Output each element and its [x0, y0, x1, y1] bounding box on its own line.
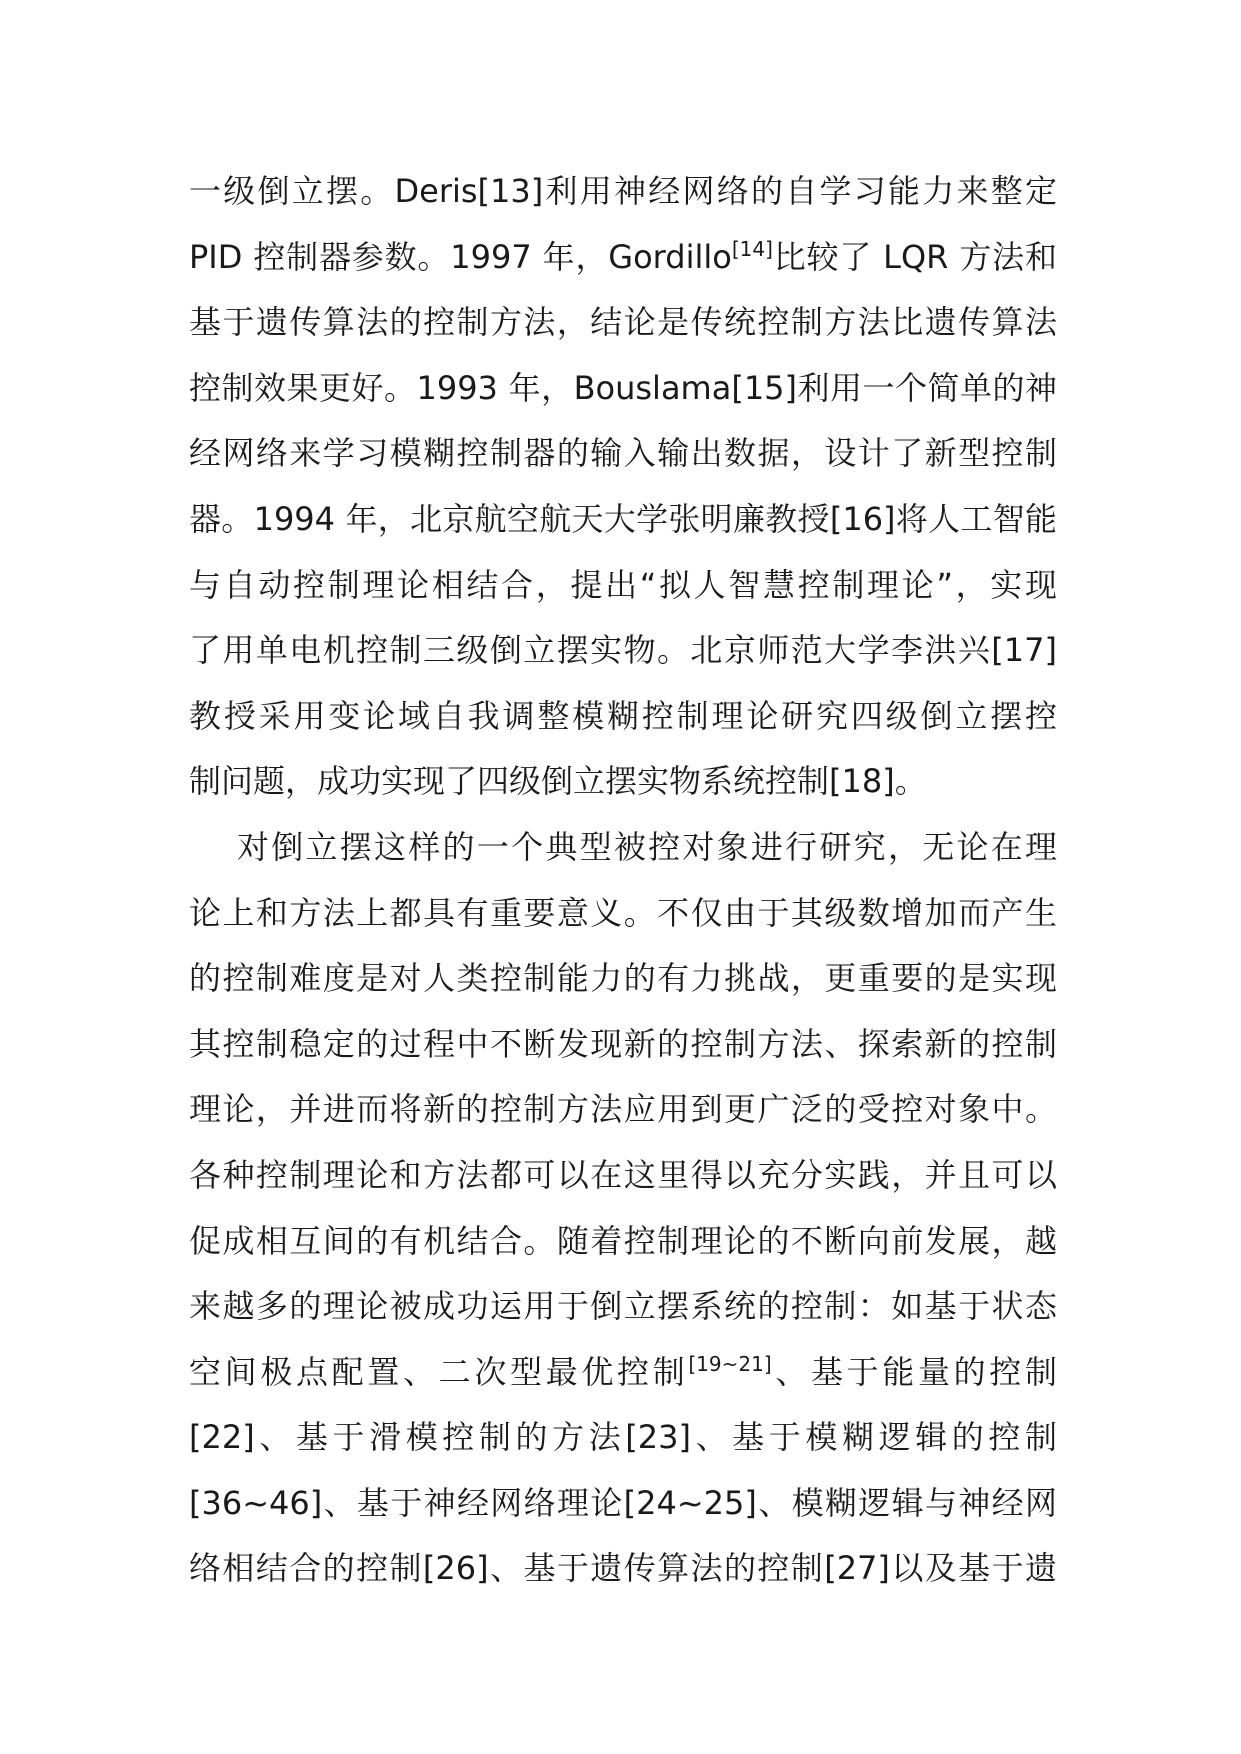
text-segment: 促成相互间的有机结合。随着控制理论的不断向前发展，越 — [189, 1221, 1057, 1260]
text-segment: 来越多的理论被成功运用于倒立摆系统的控制：如基于状态 — [189, 1287, 1057, 1326]
text-line — [189, 553, 1057, 619]
text-segment: 一级倒立摆。Deris[13]利用神经网络的自学习能力来整定 — [189, 172, 1057, 210]
text-segment: 比较了 LQR 方法和 — [772, 237, 1057, 276]
text-line — [189, 487, 1057, 553]
text-line — [189, 618, 1057, 684]
text-segment: 制问题，成功实现了四级倒立摆实物系统控制[18]。 — [189, 762, 927, 801]
text-segment: 基于遗传算法的控制方法，结论是传统控制方法比遗传算法 — [189, 303, 1057, 342]
text-segment: 控制效果更好。1993 年，Bouslama[15]利用一个简单的神 — [189, 368, 1057, 407]
text-segment: 教授采用变论域自我调整模糊控制理论研究四级倒立摆控 — [189, 696, 1057, 735]
text-line — [189, 421, 1057, 487]
citation-superscript: [19~21] — [688, 1351, 772, 1376]
text-segment: 经网络来学习模糊控制器的输入输出数据，设计了新型控制 — [189, 434, 1057, 473]
text-line — [189, 1471, 1057, 1537]
text-segment: 对倒立摆这样的一个典型被控对象进行研究，无论在理 — [237, 827, 1057, 866]
citation-superscript: [14] — [731, 236, 773, 261]
text-line — [189, 1012, 1057, 1078]
text-segment: 的控制难度是对人类控制能力的有力挑战，更重要的是实现 — [189, 959, 1057, 998]
text-segment: 理论，并进而将新的控制方法应用到更广泛的受控对象中。 — [189, 1090, 1057, 1129]
text-line — [189, 881, 1057, 947]
text-line — [189, 684, 1057, 750]
body-text — [189, 159, 1057, 1602]
text-line — [189, 946, 1057, 1012]
text-line — [189, 1143, 1057, 1209]
text-segment: 、基于能量的控制 — [771, 1352, 1057, 1391]
text-line — [189, 1405, 1057, 1471]
text-line — [189, 356, 1057, 422]
text-segment: 了用单电机控制三级倒立摆实物。北京师范大学李洪兴[17] — [189, 631, 1057, 670]
text-segment: [22]、基于滑模控制的方法[23]、基于模糊逻辑的控制 — [189, 1418, 1057, 1457]
text-segment: 空间极点配置、二次型最优控制 — [189, 1352, 689, 1391]
text-line — [189, 1340, 1057, 1406]
paragraph — [189, 815, 1057, 1602]
text-segment: 器。1994 年，北京航空航天大学张明廉教授[16]将人工智能 — [189, 499, 1057, 538]
text-line — [189, 290, 1057, 356]
text-line — [189, 1274, 1057, 1340]
text-segment: 其控制稳定的过程中不断发现新的控制方法、探索新的控制 — [189, 1024, 1057, 1063]
text-line — [189, 1209, 1057, 1275]
text-segment: [36~46]、基于神经网络理论[24~25]、模糊逻辑与神经网 — [189, 1483, 1057, 1522]
text-line — [189, 749, 1057, 815]
text-line — [189, 1077, 1057, 1143]
text-segment: 论上和方法上都具有重要意义。不仅由于其级数增加而产生 — [189, 893, 1057, 932]
text-line — [189, 225, 1057, 291]
text-line — [189, 815, 1057, 881]
text-line — [189, 159, 1057, 225]
paragraph — [189, 159, 1057, 815]
text-line — [189, 1536, 1057, 1602]
text-segment: 各种控制理论和方法都可以在这里得以充分实践，并且可以 — [189, 1155, 1057, 1194]
text-segment: 与自动控制理论相结合，提出“拟人智慧控制理论”，实现 — [189, 565, 1057, 604]
text-segment: PID 控制器参数。1997 年，Gordillo — [189, 237, 732, 276]
text-segment: 络相结合的控制[26]、基于遗传算法的控制[27]以及基于遗 — [189, 1549, 1057, 1588]
